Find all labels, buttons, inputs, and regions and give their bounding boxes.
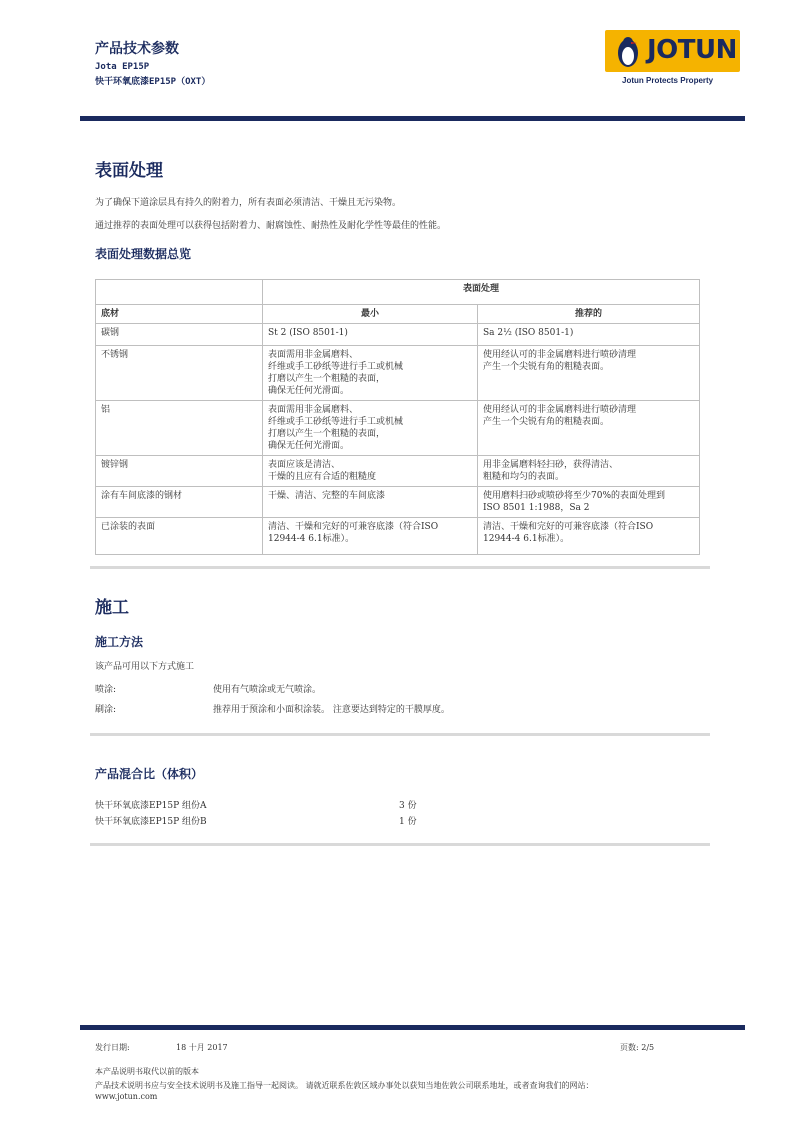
col-header-minimum: 最小: [263, 305, 478, 324]
method-label: 刷涂:: [95, 705, 117, 715]
doc-title: 产品技术参数: [95, 41, 179, 57]
table-row: [96, 346, 700, 401]
logo-wordmark: JOTUN: [647, 35, 737, 65]
mix-parts: 1 份: [399, 817, 417, 827]
method-label: 喷涂:: [95, 685, 117, 695]
section-heading-application: 施工: [95, 598, 129, 618]
header-divider: [80, 116, 745, 121]
cell-substrate: 涂有车间底漆的钢材: [96, 487, 263, 518]
table-row: [96, 401, 700, 456]
table-row: [96, 487, 700, 518]
table-group-header: 表面处理: [263, 280, 700, 305]
jotun-logo: [605, 30, 740, 72]
section-heading-surface: 表面处理: [95, 161, 163, 181]
section-divider: [90, 843, 710, 846]
issue-date-label: 发行日期:: [95, 1043, 130, 1052]
col-header-substrate: 底材: [96, 305, 263, 324]
summary-heading: 表面处理数据总览: [95, 247, 192, 261]
surface-prep-table: [95, 279, 700, 555]
mixing-heading: 产品混合比（体积）: [95, 767, 204, 781]
footer-note-2: 产品技术说明书应与安全技术说明书及施工指导一起阅读。 请就近联系佐敦区域办事处以获知当地佐敦公司联系地址，或者查询我们的网站：: [95, 1081, 594, 1090]
cell-substrate: 铝: [96, 401, 263, 456]
page-number: 页数: 2/5: [620, 1043, 655, 1052]
cell-substrate: 不锈钢: [96, 346, 263, 401]
application-method-heading: 施工方法: [95, 635, 144, 649]
cell-substrate: 碳钢: [96, 324, 263, 346]
cell-minimum: 干燥、清洁、完整的车间底漆: [263, 487, 478, 518]
cell-recommended: 用非金属磨料轻扫砂，获得清洁、 粗糙和均匀的表面。: [478, 456, 700, 487]
cell-minimum: 表面应该是清洁、 干燥的且应有合适的粗糙度: [263, 456, 478, 487]
logo-tagline: Jotun Protects Property: [622, 76, 714, 85]
issue-date: 18 十月 2017: [176, 1043, 228, 1052]
table-row: [96, 456, 700, 487]
section-divider: [90, 733, 710, 736]
col-header-recommended: 推荐的: [478, 305, 700, 324]
table-row: [96, 518, 700, 555]
cell-minimum: 表面需用非金属磨料、 纤维或手工砂纸等进行手工或机械 打磨以产生一个粗糙的表面， 确保无任何光滑面。: [263, 346, 478, 401]
mix-component: 快干环氧底漆EP15P 组份A: [95, 801, 207, 811]
footer-website-link[interactable]: www.jotun.com: [95, 1092, 158, 1101]
cell-recommended: 使用经认可的非金属磨料进行喷砂清理 产生一个尖锐有角的粗糙表面。: [478, 346, 700, 401]
mix-component: 快干环氧底漆EP15P 组份B: [95, 817, 207, 827]
product-name: Jota EP15P: [95, 62, 150, 72]
method-text: 推荐用于预涂和小面积涂装。 注意要达到特定的干膜厚度。: [213, 705, 450, 715]
cell-minimum: 表面需用非金属磨料、 纤维或手工砂纸等进行手工或机械 打磨以产生一个粗糙的表面， 确保无任何光滑面。: [263, 401, 478, 456]
cell-substrate: 已涂装的表面: [96, 518, 263, 555]
cell-recommended: 清洁、干燥和完好的可兼容底漆（符合ISO 12944-4 6.1标准）。: [478, 518, 700, 555]
cell-recommended: 使用磨料扫砂或喷砂将至少70%的表面处理到 ISO 8501 1:1988，Sa 2: [478, 487, 700, 518]
table-row: [96, 324, 700, 346]
product-subtitle: 快干环氧底漆EP15P（OXT）: [95, 77, 211, 87]
cell-recommended: Sa 2½ (ISO 8501-1): [478, 324, 700, 346]
cell-recommended: 使用经认可的非金属磨料进行喷砂清理 产生一个尖锐有角的粗糙表面。: [478, 401, 700, 456]
surface-paragraph-1: 为了确保下道涂层具有持久的附着力，所有表面必须清洁、干燥且无污染物。: [95, 198, 402, 208]
section-divider: [90, 566, 710, 569]
mix-parts: 3 份: [399, 801, 417, 811]
cell-minimum: St 2 (ISO 8501-1): [263, 324, 478, 346]
penguin-icon: [615, 34, 641, 68]
footer-note-1: 本产品说明书取代以前的版本: [95, 1067, 199, 1076]
table-header-blank: [96, 280, 263, 305]
cell-minimum: 清洁、干燥和完好的可兼容底漆（符合ISO 12944-4 6.1标准）。: [263, 518, 478, 555]
application-intro: 该产品可用以下方式施工: [95, 662, 195, 672]
footer-divider: [80, 1025, 745, 1030]
method-text: 使用有气喷涂或无气喷涂。: [213, 685, 322, 695]
cell-substrate: 镀锌钢: [96, 456, 263, 487]
surface-paragraph-2: 通过推荐的表面处理可以获得包括附着力、耐腐蚀性、耐热性及耐化学性等最佳的性能。: [95, 221, 447, 231]
